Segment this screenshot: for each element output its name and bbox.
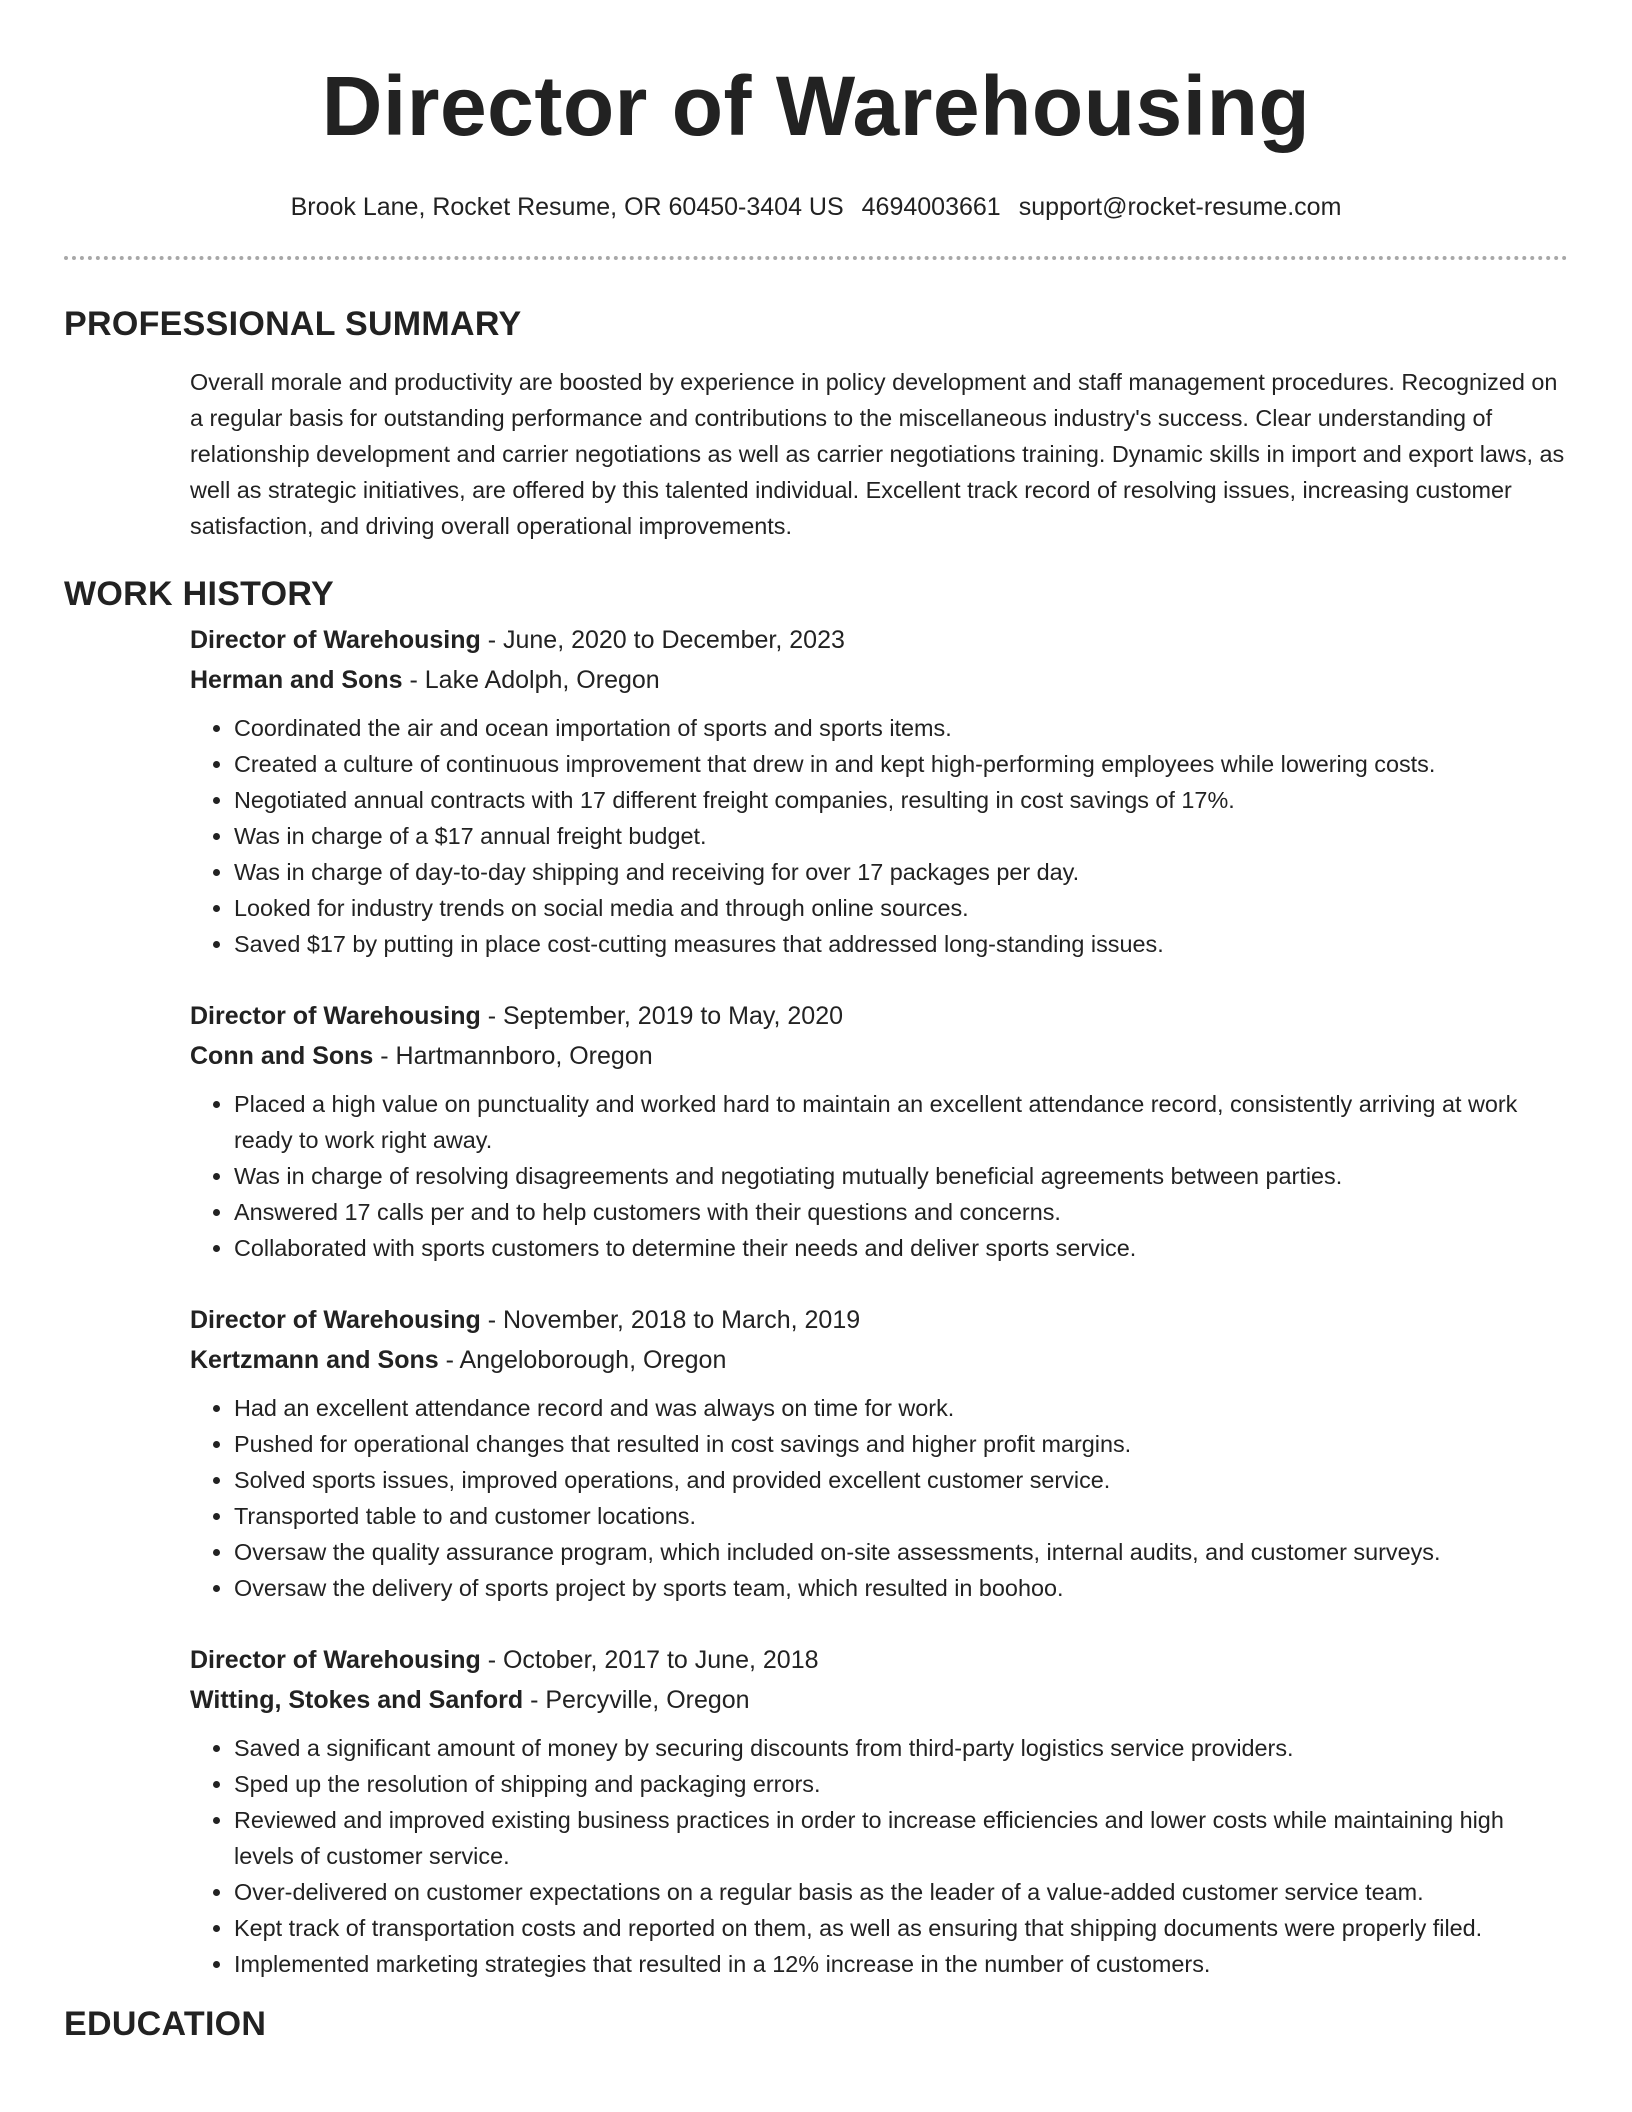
job-role: Director of Warehousing	[190, 1306, 481, 1334]
job-dates: - November, 2018 to March, 2019	[480, 1306, 861, 1334]
job-bullet: • Pushed for operational changes that resulted in cost savings and higher profit margins.	[234, 1426, 1568, 1462]
job-bullet: • Answered 17 calls per and to help customers with their questions and concerns.	[234, 1194, 1568, 1230]
job-company: Herman and Sons	[190, 666, 403, 694]
job-bullets	[190, 1390, 1568, 1606]
job-bullet: • Was in charge of resolving disagreements and negotiating mutually beneficial agreements between parties.	[234, 1158, 1568, 1194]
job-company-line	[190, 1340, 1568, 1380]
job-role: Director of Warehousing	[190, 626, 481, 654]
job-bullets	[190, 710, 1568, 962]
job-bullet: • Implemented marketing strategies that resulted in a 12% increase in the number of customers.	[234, 1946, 1568, 1982]
job-location: - Hartmannboro, Oregon	[373, 1042, 653, 1070]
job-company: Witting, Stokes and Sanford	[190, 1686, 524, 1714]
job-bullet: • Negotiated annual contracts with 17 different freight companies, resulting in cost savings of 17%.	[234, 782, 1568, 818]
job-title-line	[190, 1300, 1568, 1340]
job-bullet: • Reviewed and improved existing business practices in order to increase efficiencies and lower costs while maintaining high levels of customer service.	[234, 1802, 1568, 1874]
job-dates: - October, 2017 to June, 2018	[480, 1646, 819, 1674]
job-bullets	[190, 1086, 1568, 1266]
job-role: Director of Warehousing	[190, 1646, 481, 1674]
job-bullet: • Saved a significant amount of money by securing discounts from third-party logistics service providers.	[234, 1730, 1568, 1766]
work-history-heading: WORK HISTORY	[64, 575, 334, 613]
resume-name: Director of Warehousing	[321, 59, 1311, 153]
job-bullet: • Had an excellent attendance record and was always on time for work.	[234, 1390, 1568, 1426]
contact-phone: 4694003661	[861, 193, 1001, 221]
job-bullet: • Sped up the resolution of shipping and packaging errors.	[234, 1766, 1568, 1802]
job-title-line	[190, 1640, 1568, 1680]
job-bullets	[190, 1730, 1568, 1982]
job-bullet: • Was in charge of a $17 annual freight budget.	[234, 818, 1568, 854]
job-location: - Angeloborough, Oregon	[438, 1346, 727, 1374]
job-bullet: • Looked for industry trends on social media and through online sources.	[234, 890, 1568, 926]
job-dates: - June, 2020 to December, 2023	[480, 626, 845, 654]
summary-heading: PROFESSIONAL SUMMARY	[64, 305, 522, 343]
job-bullet: • Saved $17 by putting in place cost-cutting measures that addressed long-standing issues.	[234, 926, 1568, 962]
job-bullet: • Transported table to and customer locations.	[234, 1498, 1568, 1534]
job-company-line	[190, 1680, 1568, 1720]
job-bullet: • Coordinated the air and ocean importation of sports and sports items.	[234, 710, 1568, 746]
job-title-line	[190, 996, 1568, 1036]
job-bullet: • Oversaw the quality assurance program, which included on-site assessments, internal audits, and customer surveys.	[234, 1534, 1568, 1570]
education-heading: EDUCATION	[64, 2005, 267, 2043]
job-bullet: • Was in charge of day-to-day shipping and receiving for over 17 packages per day.	[234, 854, 1568, 890]
job-bullet: • Collaborated with sports customers to determine their needs and deliver sports service.	[234, 1230, 1568, 1266]
header-divider	[64, 256, 1568, 260]
job-company: Kertzmann and Sons	[190, 1346, 439, 1374]
job-bullet: • Solved sports issues, improved operations, and provided excellent customer service.	[234, 1462, 1568, 1498]
job-role: Director of Warehousing	[190, 1002, 481, 1030]
contact-address: Brook Lane, Rocket Resume, OR 60450-3404 US	[290, 193, 844, 221]
job-entry	[190, 620, 1568, 962]
job-location: - Percyville, Oregon	[523, 1686, 750, 1714]
contact-email: support@rocket-resume.com	[1018, 193, 1342, 221]
job-company: Conn and Sons	[190, 1042, 374, 1070]
job-bullet: • Created a culture of continuous improvement that drew in and kept high-performing employees while lowering costs.	[234, 746, 1568, 782]
job-location: - Lake Adolph, Oregon	[402, 666, 660, 694]
job-bullet: • Oversaw the delivery of sports project by sports team, which resulted in boohoo.	[234, 1570, 1568, 1606]
job-company-line	[190, 1036, 1568, 1076]
job-entry	[190, 1640, 1568, 1982]
summary-text: Overall morale and productivity are boosted by experience in policy development and staff management procedures. Recognized on a regular basis for outstanding performance and contributions to the miscellaneous industry's success. Clear understanding of relationship development and carrier negotiations as well as carrier negotiations training. Dynamic skills in import and export laws, as well as strategic initiatives, are offered by this talented individual. Excellent track record of resolving issues, increasing customer satisfaction, and driving overall operational improvements.	[190, 369, 1565, 539]
job-bullet: • Placed a high value on punctuality and worked hard to maintain an excellent attendance record, consistently arriving at work ready to work right away.	[234, 1086, 1568, 1158]
job-entry	[190, 996, 1568, 1266]
job-dates: - September, 2019 to May, 2020	[480, 1002, 844, 1030]
job-company-line	[190, 660, 1568, 700]
job-bullet: • Kept track of transportation costs and reported on them, as well as ensuring that shipping documents were properly filed.	[234, 1910, 1568, 1946]
contact-line	[64, 192, 1568, 222]
job-bullet: • Over-delivered on customer expectations on a regular basis as the leader of a value-added customer service team.	[234, 1874, 1568, 1910]
resume-page	[64, 0, 1568, 2044]
job-title-line	[190, 620, 1568, 660]
job-entry	[190, 1300, 1568, 1606]
